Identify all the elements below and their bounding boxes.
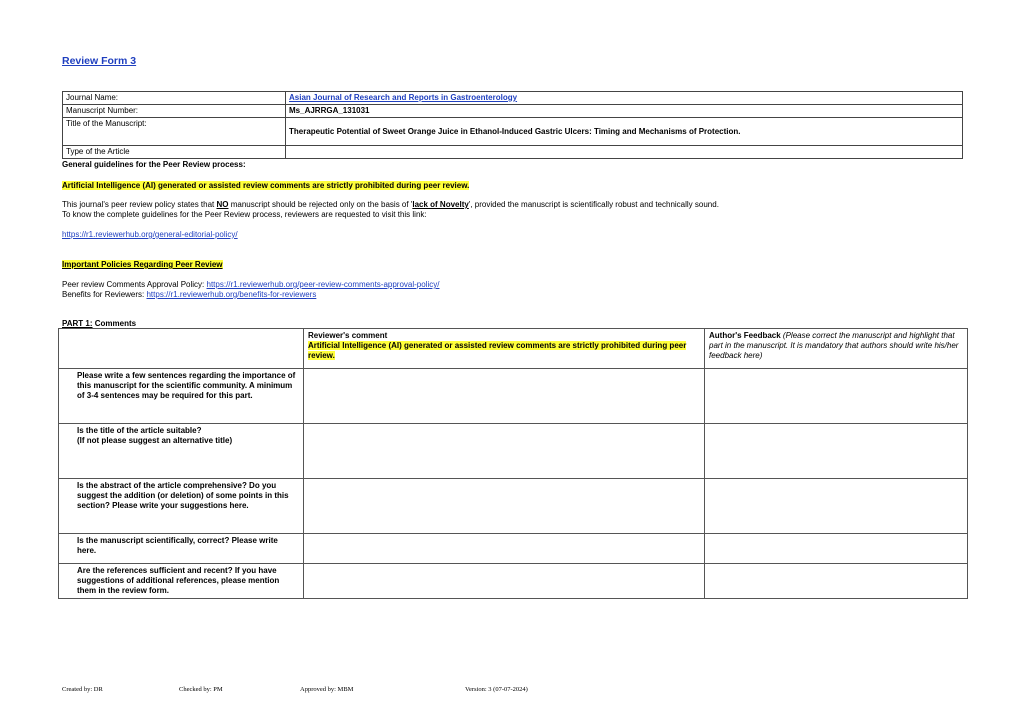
manuscript-number-value: Ms_AJRRGA_131031	[286, 105, 963, 118]
visit-instruction: To know the complete guidelines for the Peer Review process, reviewers are requested to visit this link:	[62, 210, 427, 219]
author-feedback-cell[interactable]	[705, 564, 968, 599]
reviewer-comment-cell[interactable]	[304, 564, 705, 599]
question-importance: Please write a few sentences regarding the importance of this manuscript for the scientific community. A minimum of 3-4 sentences may be required for this part.	[59, 369, 304, 424]
comment-row	[59, 424, 968, 479]
question-references: Are the references sufficient and recent? If you have suggestions of additional references, please mention them in the review form.	[59, 564, 304, 599]
question-title: Is the title of the article suitable? (If not please suggest an alternative title)	[59, 424, 304, 479]
comments-header-row	[59, 329, 968, 369]
reviewer-comment-cell[interactable]	[304, 479, 705, 534]
author-feedback-cell[interactable]	[705, 369, 968, 424]
manuscript-title-value: Therapeutic Potential of Sweet Orange Juice in Ethanol-Induced Gastric Ulcers: Timing and Mechanisms of Protection.	[286, 118, 963, 146]
policies-heading: Important Policies Regarding Peer Review	[62, 260, 223, 269]
part1-heading: PART 1: Comments	[62, 319, 137, 328]
lack-of-novelty-emphasis: lack of Novelty	[412, 200, 469, 209]
approval-policy-line: Peer review Comments Approval Policy: https://r1.reviewerhub.org/peer-review-comments-approval-policy/	[62, 280, 440, 289]
author-feedback-cell[interactable]	[705, 534, 968, 564]
info-row-title	[63, 118, 963, 146]
footer-approved-by: Approved by: MBM	[300, 686, 354, 693]
info-row-journal	[63, 92, 963, 105]
journal-name-link[interactable]: Asian Journal of Research and Reports in Gastroenterology	[289, 93, 518, 102]
approval-policy-link[interactable]: https://r1.reviewerhub.org/peer-review-comments-approval-policy/	[206, 280, 440, 289]
reviewer-comment-header: Reviewer's comment Artificial Intelligence (AI) generated or assisted review comments are strictly prohibited during peer review.	[304, 329, 705, 369]
manuscript-title-label: Title of the Manuscript:	[63, 118, 286, 146]
footer-created-by: Created by: DR	[62, 686, 103, 693]
reviewer-comment-cell[interactable]	[304, 424, 705, 479]
comment-row	[59, 369, 968, 424]
footer-checked-by: Checked by: PM	[179, 686, 223, 693]
article-type-label: Type of the Article	[63, 146, 286, 159]
form-title: Review Form 3	[62, 55, 137, 67]
guidelines-heading: General guidelines for the Peer Review process:	[62, 160, 246, 169]
reviewer-ai-warning: Artificial Intelligence (AI) generated or assisted review comments are strictly prohibited during peer review.	[308, 341, 687, 360]
benefits-line: Benefits for Reviewers: https://r1.reviewerhub.org/benefits-for-reviewers	[62, 290, 317, 299]
reviewer-comment-cell[interactable]	[304, 369, 705, 424]
author-feedback-header: Author's Feedback (Please correct the manuscript and highlight that part in the manuscript. It is mandatory that authors should write his/her feedback here)	[705, 329, 968, 369]
author-feedback-cell[interactable]	[705, 424, 968, 479]
author-feedback-cell[interactable]	[705, 479, 968, 534]
manuscript-info-table	[62, 91, 963, 159]
article-type-value	[286, 146, 963, 159]
ai-warning: Artificial Intelligence (AI) generated or assisted review comments are strictly prohibited during peer review.	[62, 181, 470, 190]
manuscript-number-label: Manuscript Number:	[63, 105, 286, 118]
comments-table	[58, 328, 968, 599]
benefits-link[interactable]: https://r1.reviewerhub.org/benefits-for-reviewers	[146, 290, 317, 299]
info-row-manuscript-number	[63, 105, 963, 118]
footer-version: Version: 3 (07-07-2024)	[465, 686, 528, 693]
reviewer-comment-cell[interactable]	[304, 534, 705, 564]
policy-statement: This journal's peer review policy states that NO manuscript should be rejected only on the basis of 'lack of Novelty', provided the manuscript is scientifically robust and technically sound.	[62, 200, 719, 209]
comment-row	[59, 534, 968, 564]
editorial-policy-link[interactable]: https://r1.reviewerhub.org/general-editorial-policy/	[62, 230, 238, 239]
info-row-article-type	[63, 146, 963, 159]
journal-name-label: Journal Name:	[63, 92, 286, 105]
no-emphasis: NO	[216, 200, 229, 209]
comment-row	[59, 564, 968, 599]
comment-row	[59, 479, 968, 534]
question-scientific: Is the manuscript scientifically, correct? Please write here.	[59, 534, 304, 564]
header-blank-cell	[59, 329, 304, 369]
question-abstract: Is the abstract of the article comprehensive? Do you suggest the addition (or deletion) of some points in this section? Please write your suggestions here.	[59, 479, 304, 534]
